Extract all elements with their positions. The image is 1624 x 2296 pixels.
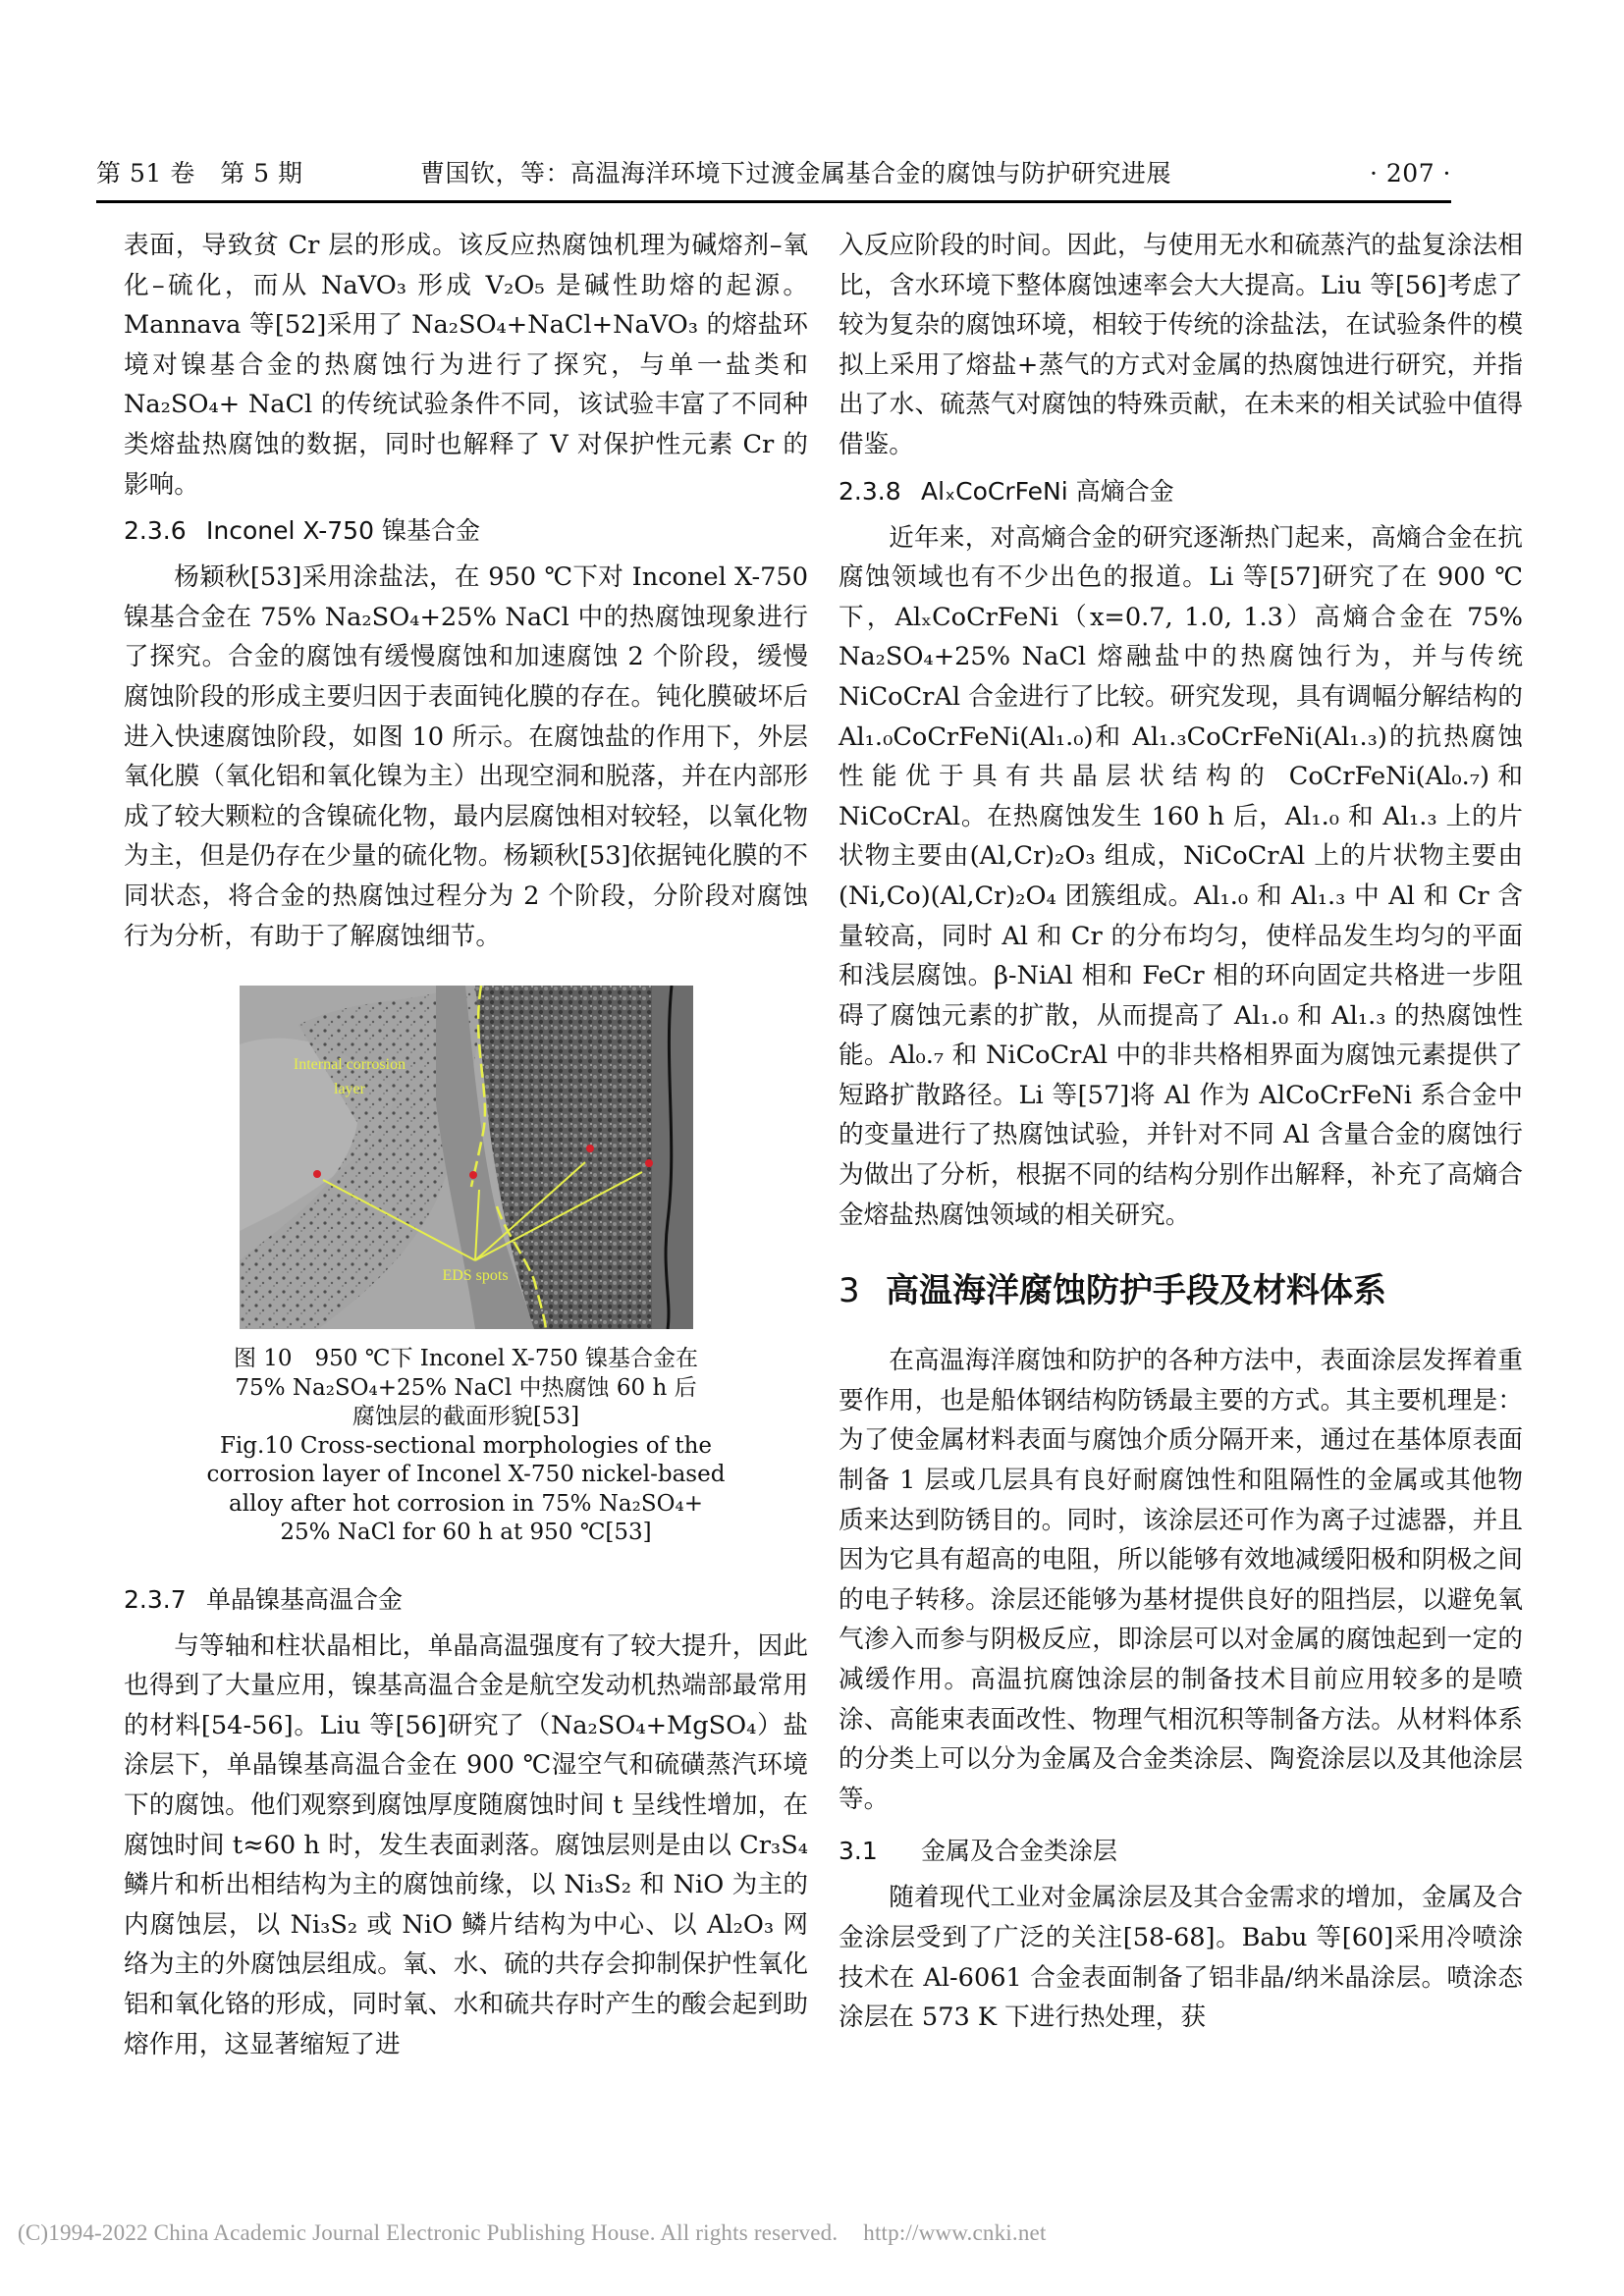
section-number: 2.3.7: [124, 1584, 187, 1614]
running-header: [96, 157, 1451, 206]
caption-zh-line-3: 腐蚀层的截面形貌[53]: [352, 1404, 580, 1430]
paragraph-left-3: 与等轴和柱状晶相比，单晶高温强度有了较大提升，因此也得到了大量应用，镍基高温合金是航空发动机热端部最常用的材料[54-56]。Liu 等[56]研究了（Na₂SO₄+MgSO₄）盐涂层下，单晶镍基高温合金在 900 ℃湿空气和硫磺蒸汽环境下的腐蚀。他们观察到腐蚀厚度随腐蚀时间 t 呈线性增加，在腐蚀时间 t≈60 h 时，发生表面剥落。腐蚀层则是由以 Cr₃S₄ 鳞片和析出相结构为主的腐蚀前缘，以 Ni₃S₂ 和 NiO 为主的内腐蚀层，以 Ni₃S₂ 或 NiO 鳞片结构为中心、以 Al₂O₃ 网络为主的外腐蚀层组成。氧、水、硫的共存会抑制保护性氧化铝和氧化铬的形成，同时氧、水和硫共存时产生的酸会起到助熔作用，这显著缩短了进: [124, 1630, 808, 2059]
paragraph-right-3: 在高温海洋腐蚀和防护的各种方法中，表面涂层发挥着重要作用，也是船体钢结构防锈最主要的方式。其主要机理是：为了使金属材料表面与腐蚀介质分隔开来，通过在基体原表面制备 1 层或几层具有良好耐腐蚀性和阻隔性的金属或其他物质来达到防锈目的。同时，该涂层还可作为离子过滤器，并且因为它具有超高的电阻，所以能够有效地减缓阳极和阴极之间的电子转移。涂层还能够为基材提供良好的阻挡层，以避免氧气渗入而参与阴极反应，即涂层可以对金属的腐蚀起到一定的减缓作用。高温抗腐蚀涂层的制备技术目前应用较多的是喷涂、高能束表面改性、物理气相沉积等制备方法。从材料体系的分类上可以分为金属及合金类涂层、陶瓷涂层以及其他涂层等。: [839, 1346, 1523, 1814]
running-title: 曹国钦，等：高温海洋环境下过渡金属基合金的腐蚀与防护研究进展: [420, 159, 1172, 187]
section-heading-2-3-6: [124, 512, 808, 550]
section-title: AlₓCoCrFeNi 高熵合金: [921, 476, 1174, 506]
page-number: · 207 ·: [1369, 159, 1451, 187]
figure-caption-zh: [124, 1345, 808, 1432]
section-number: 2.3.6: [124, 516, 187, 546]
sem-micrograph: [240, 986, 693, 1329]
journal-volume-issue: 第 51 卷 第 5 期: [96, 159, 303, 187]
section-title: 金属及合金类涂层: [921, 1837, 1118, 1866]
section-title: Inconel X-750 镍基合金: [206, 516, 480, 546]
right-column: [839, 226, 1523, 2038]
figure-caption-en: [124, 1432, 808, 1548]
paragraph-right-2: 近年来，对高熵合金的研究逐渐热门起来，高熵合金在抗腐蚀领域也有不少出色的报道。Li 等[57]研究了在 900 ℃下，AlₓCoCrFeNi（x=0.7, 1.0, 1.3）高熵合金在 75% Na₂SO₄+25% NaCl 熔融盐中的热腐蚀行为，并与传统 NiCoCrAl 合金进行了比较。研究发现，具有调幅分解结构的 Al₁.₀CoCrFeNi(Al₁.₀)和 Al₁.₃CoCrFeNi(Al₁.₃)的抗热腐蚀性能优于具有共晶层状结构的 CoCrFeNi(Al₀.₇)和 NiCoCrAl。在热腐蚀发生 160 h 后，Al₁.₀ 和 Al₁.₃ 上的片状物主要由(Al,Cr)₂O₃ 组成，NiCoCrAl 上的片状物主要由(Ni,Co)(Al,Cr)₂O₄ 团簇组成。Al₁.₀ 和 Al₁.₃ 中 Al 和 Cr 含量较高，同时 Al 和 Cr 的分布均匀，使样品发生均匀的平面和浅层腐蚀。β-NiAl 相和 FeCr 相的环向固定共格进一步阻碍了腐蚀元素的扩散，从而提高了 Al₁.₀ 和 Al₁.₃ 的热腐蚀性能。Al₀.₇ 和 NiCoCrAl 中的非共格相界面为腐蚀元素提供了短路扩散路径。Li 等[57]将 Al 作为 AlCoCrFeNi 系合金中的变量进行了热腐蚀试验，并针对不同 Al 含量合金的腐蚀行为做出了分析，根据不同的结构分别作出解释，补充了高熵合金熔盐热腐蚀领域的相关研究。: [839, 522, 1523, 1230]
section-heading-3-1: [839, 1833, 1523, 1870]
caption-zh-line-1: 图 10 950 ℃下 Inconel X-750 镍基合金在: [233, 1346, 699, 1372]
section-number: 3.1: [839, 1837, 878, 1866]
label-layer: layer: [333, 1081, 365, 1098]
section-heading-2-3-7: [124, 1581, 808, 1619]
figure-10: [124, 986, 808, 1548]
paragraph-left-1: 表面，导致贫 Cr 层的形成。该反应热腐蚀机理为碱熔剂–氧化–硫化，而从 NaVO₃ 形成 V₂O₅ 是碱性助熔的起源。Mannava 等[52]采用了 Na₂SO₄+NaCl+NaVO₃ 的熔盐环境对镍基合金的热腐蚀行为进行了探究，与单一盐类和 Na₂SO₄+ NaCl 的传统试验条件不同，该试验丰富了不同种类熔盐热腐蚀的数据，同时也解释了 V 对保护性元素 Cr 的影响。: [124, 231, 808, 500]
cnki-link[interactable]: http://www.cnki.net: [863, 2220, 1047, 2245]
section-title: 高温海洋腐蚀防护手段及材料体系: [886, 1271, 1386, 1311]
section-number: 2.3.8: [839, 476, 901, 506]
paragraph-right-4: 随着现代工业对金属涂层及其合金需求的增加，金属及合金涂层受到了广泛的关注[58-68]。Babu 等[60]采用冷喷涂技术在 Al-6061 合金表面制备了铝非晶/纳米晶涂层。喷涂态涂层在 573 K 下进行热处理，获: [839, 1883, 1523, 2033]
section-heading-2-3-8: [839, 473, 1523, 510]
copyright-footer: [18, 2220, 1047, 2246]
section-title: 单晶镍基高温合金: [206, 1584, 404, 1614]
header-rule: [96, 200, 1451, 203]
caption-en-line-3: alloy after hot corrosion in 75% Na₂SO₄+: [229, 1490, 703, 1517]
caption-zh-line-2: 75% Na₂SO₄+25% NaCl 中热腐蚀 60 h 后: [235, 1374, 697, 1401]
caption-en-line-2: corrosion layer of Inconel X-750 nickel-based: [206, 1462, 726, 1488]
left-column: [124, 226, 808, 2064]
section-number: 3: [839, 1271, 860, 1311]
caption-en-line-4: 25% NaCl for 60 h at 950 ℃[53]: [280, 1520, 652, 1546]
caption-en-line-1: Fig.10 Cross-sectional morphologies of the: [219, 1432, 713, 1459]
paragraph-right-1: 入反应阶段的时间。因此，与使用无水和硫蒸汽的盐复涂法相比，含水环境下整体腐蚀速率会大大提高。Liu 等[56]考虑了较为复杂的腐蚀环境，相较于传统的涂盐法，在试验条件的模拟上采用了熔盐+蒸气的方式对金属的热腐蚀进行研究，并指出了水、硫蒸气对腐蚀的特殊贡献，在未来的相关试验中值得借鉴。: [839, 231, 1523, 459]
section-heading-3: [839, 1268, 1523, 1313]
copyright-text: (C)1994-2022 China Academic Journal Electronic Publishing House. All rights reserved.: [18, 2220, 839, 2245]
sem-micrograph-graphic: [240, 986, 693, 1329]
label-internal-corrosion: Internal corrosion: [293, 1056, 406, 1074]
label-eds-spots: EDS spots: [441, 1267, 509, 1285]
paragraph-left-2: 杨颖秋[53]采用涂盐法，在 950 ℃下对 Inconel X-750 镍基合金在 75% Na₂SO₄+25% NaCl 中的热腐蚀现象进行了探究。合金的腐蚀有缓慢腐蚀和加速腐蚀 2 个阶段，缓慢腐蚀阶段的形成主要归因于表面钝化膜的存在。钝化膜破坏后进入快速腐蚀阶段，如图 10 所示。在腐蚀盐的作用下，外层氧化膜（氧化铝和氧化镍为主）出现空洞和脱落，并在内部形成了较大颗粒的含镍硫化物，最内层腐蚀相对较轻，以氧化物为主，但是仍存在少量的硫化物。杨颖秋[53]依据钝化膜的不同状态，将合金的热腐蚀过程分为 2 个阶段，分阶段对腐蚀行为分析，有助于了解腐蚀细节。: [124, 562, 808, 951]
